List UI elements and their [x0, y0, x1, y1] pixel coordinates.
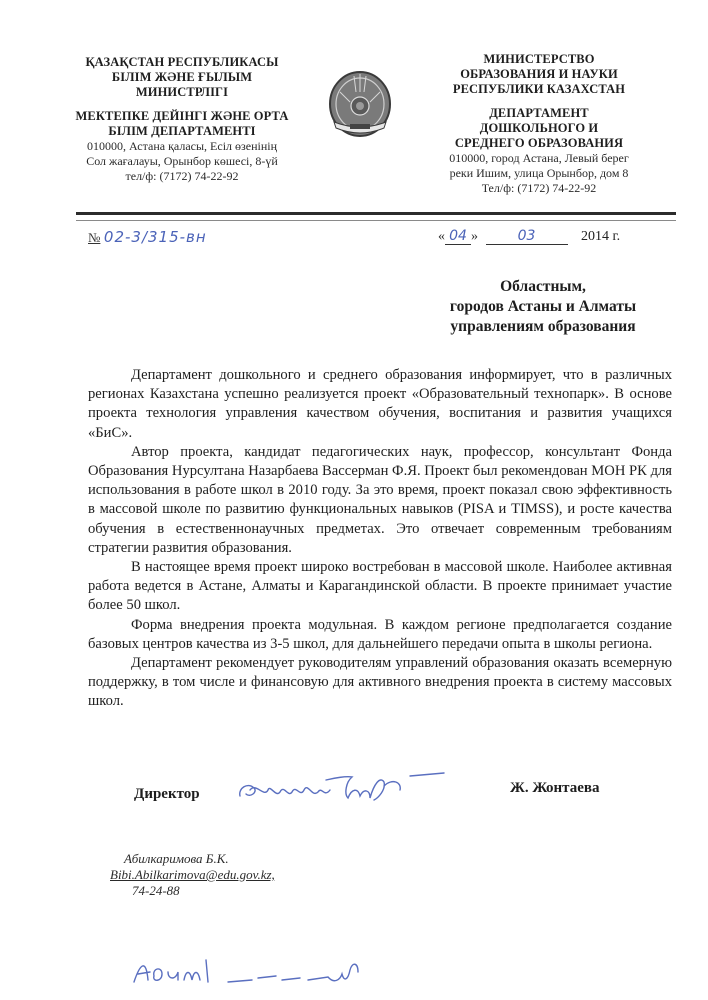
signatory-title: Директор [134, 786, 200, 802]
ministry-name-ru-line1: МИНИСТЕРСТВО [483, 52, 595, 66]
address-kz-line1: 010000, Астана қаласы, Есіл өзенінің [86, 139, 278, 153]
header-divider-thin [76, 220, 676, 221]
addressee-block [408, 277, 678, 337]
ministry-name-ru-line2: ОБРАЗОВАНИЯ И НАУКИ [460, 67, 618, 81]
paragraph-3: В настоящее время проект широко востребован в массовой школе. Наиболее активная работа ведется в Астане, Алматы и Карагандинской области. В проекте принимает участие более 50 школ. [88, 559, 672, 614]
phone-kz: тел/ф: (7172) 74-22-92 [125, 169, 239, 183]
number-sign: № [88, 230, 101, 245]
letter-body [88, 366, 672, 712]
department-name-kz-line2: БІЛІМ ДЕПАРТАМЕНТІ [108, 124, 256, 138]
address-ru-line2: реки Ишим, улица Орынбор, дом 8 [449, 166, 629, 180]
year: 2014 г. [581, 229, 621, 244]
phone-ru: Тел/ф: (7172) 74-22-92 [481, 181, 597, 195]
executor-contact [110, 851, 275, 899]
header-left-kazakh [62, 55, 302, 184]
executor-phone: 74-24-88 [132, 883, 180, 898]
close-quote: » [471, 229, 478, 244]
department-name-ru-line1: ДЕПАРТАМЕНТ [489, 106, 589, 120]
handwritten-reg-number: 02-3/315-вн [103, 228, 207, 246]
handwritten-month: 03 [486, 228, 568, 245]
paragraph-4: Форма внедрения проекта модульная. В каждом регионе предполагается создание базовых центров качества из 3-5 школ, для дальнейшего передачи опыта в школы региона. [88, 616, 672, 652]
address-ru-line1: 010000, город Астана, Левый берег [449, 151, 629, 165]
paragraph-5: Департамент рекомендует руководителям управлений образования оказать всемерную поддержку, в том числе и финансовую для активного внедрения проекта в систему массовых школ. [88, 655, 672, 710]
signatory-name: Ж. Жонтаева [510, 780, 600, 796]
ministry-name-kz-line1: ҚАЗАҚСТАН РЕСПУБЛИКАСЫ [85, 55, 279, 69]
state-emblem-icon [322, 62, 398, 148]
handwritten-day: 04 [445, 228, 471, 245]
ministry-name-kz-line2: БІЛІМ ЖӘНЕ ҒЫЛЫМ [111, 70, 253, 84]
executor-email[interactable]: Bibi.Abilkarimova@edu.gov.kz, [110, 867, 275, 882]
executor-name: Абилкаримова Б.К. [124, 851, 229, 866]
document-date [438, 228, 620, 245]
open-quote: « [438, 229, 445, 244]
registration-number [88, 228, 207, 247]
address-kz-line2: Сол жағалауы, Орынбор көшесі, 8-үй [86, 154, 278, 168]
department-name-ru-line3: СРЕДНЕГО ОБРАЗОВАНИЯ [454, 136, 624, 150]
handwritten-signature [234, 768, 464, 808]
paragraph-2: Автор проекта, кандидат педагогических наук, профессор, консультант Фонда Образования Нурсултана Назарбаева Вассерман Ф.Я. Проект был рекомендован МОН РК для использования в работе школ в 2010 году. За это время, проект показал свою эффективность в массовой школе по развитию функциональных навыков (PISA и TIMSS), и росте качества обучения в естественнонаучных предметах. Это отвечает современным требованиям стратегии развития образования. [88, 443, 672, 556]
handwritten-initials [128, 950, 428, 990]
ministry-name-kz-line3: МИНИСТРЛІГІ [135, 85, 229, 99]
department-name-ru-line2: ДОШКОЛЬНОГО И [479, 121, 599, 135]
paragraph-1: Департамент дошкольного и среднего образования информирует, что в различных регионах Казахстана успешно реализуется проект «Образовательный технопарк». В основе проекта технология управления качеством обучения, воспитания и развития учащихся «БиС». [88, 367, 672, 441]
department-name-kz-line1: МЕКТЕПКЕ ДЕЙІНГІ ЖӘНЕ ОРТА [75, 109, 289, 123]
addressee-line2: городов Астаны и Алматы [449, 298, 637, 315]
header-right-russian [418, 52, 660, 196]
addressee-line1: Областным, [500, 278, 586, 295]
addressee-line3: управлениям образования [450, 318, 636, 335]
signature-block [134, 768, 614, 808]
ministry-name-ru-line3: РЕСПУБЛИКИ КАЗАХСТАН [452, 82, 626, 96]
header-divider-thick [76, 212, 676, 215]
